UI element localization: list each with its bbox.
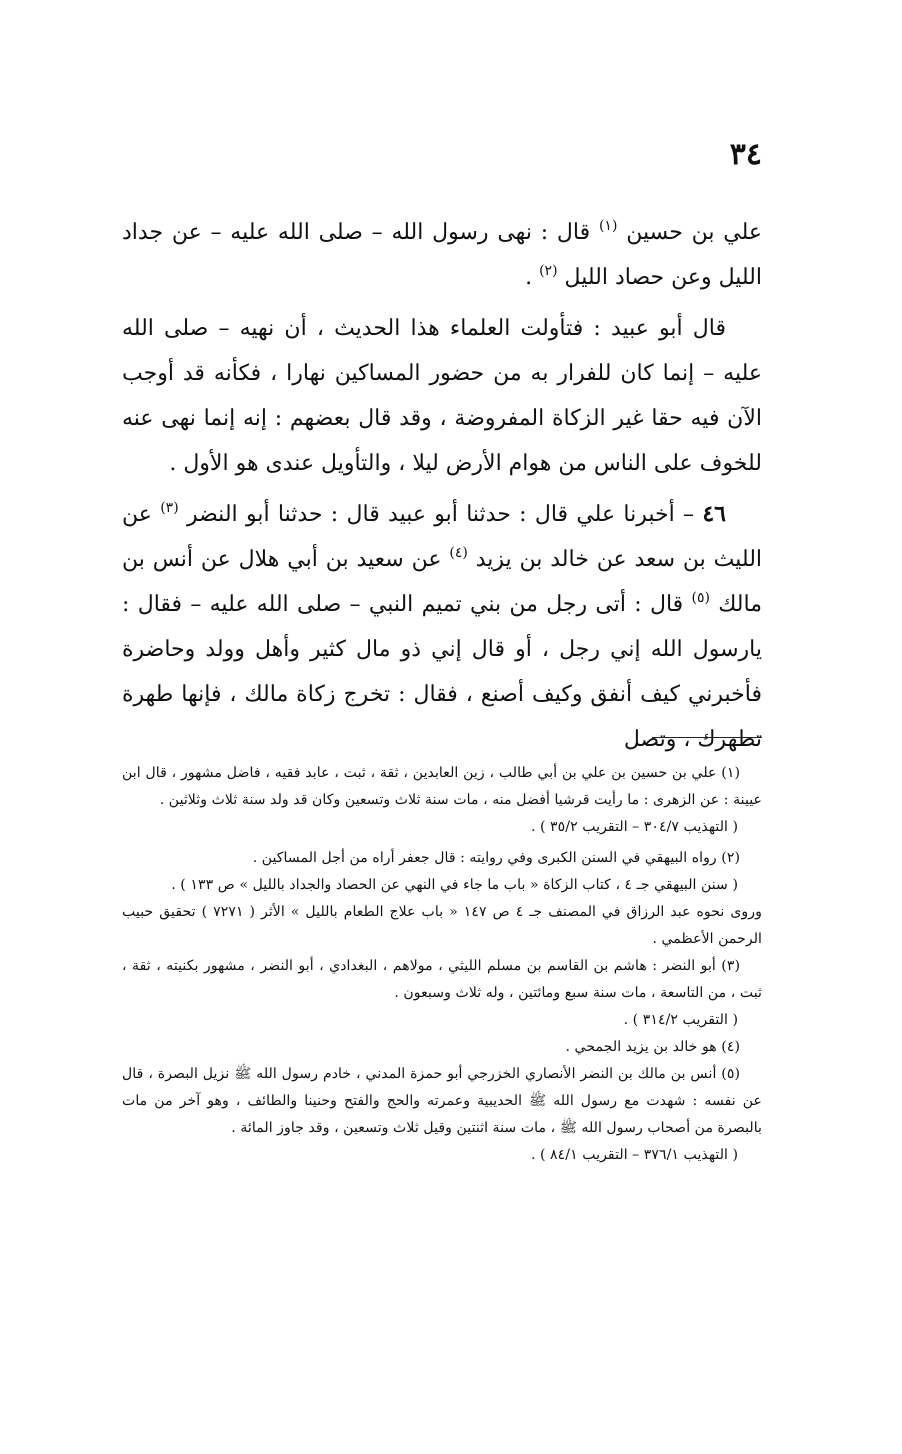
paragraph-hadith-text xyxy=(122,210,762,300)
footnote-5-source: ( التهذيب ٣٧٦/١ – التقريب ٨٤/١ ) . xyxy=(530,1147,738,1163)
footnote-1: (١) علي بن حسين بن علي بن أبي طالب ، زين العابدين ، ثقة ، ثبت ، عابد فقيه ، فاضل مشهور ، قال ابن عيينة : عن الزهرى : ما رأيت قرشيا أفضل منه ، مات سنة ثلاث وتسعين وكان قد ولد سنة ثلاث وثلاثين . xyxy=(122,765,762,808)
paragraph-hadith-46 xyxy=(122,492,762,762)
footnote-3-source: ( التقريب ٣١٤/٢ ) . xyxy=(623,1012,738,1028)
footnote-separator xyxy=(652,737,762,738)
footnote-ref[interactable]: (١) xyxy=(598,218,618,234)
main-text xyxy=(122,210,762,762)
hadith-number: ٤٦ xyxy=(702,501,726,527)
paragraph-text: عن الليث بن سعد عن خالد بن يزيد xyxy=(122,502,763,572)
footnote-ref[interactable]: (٥) xyxy=(691,590,710,606)
footnotes xyxy=(122,760,762,1169)
footnote-2-source: ( سنن البيهقي جـ ٤ ، كتاب الزكاة « باب ما جاء في النهي عن الحصاد والجداد بالليل » ص ١٣٣ ) . xyxy=(171,877,738,893)
paragraph-text: – أخبرنا علي قال : حدثنا أبو عبيد قال : حدثنا أبو النضر xyxy=(186,502,695,527)
paragraph-text: . xyxy=(525,265,533,290)
footnote-1-source: ( التهذيب ٣٠٤/٧ – التقريب ٣٥/٢ ) . xyxy=(530,819,738,835)
paragraph-commentary: قال أبو عبيد : فتأولت العلماء هذا الحديث ، أن نهيه – صلى الله عليه – إنما كان للفرار به من حضور المساكين نهارا ، فكأنه قد أوجب الآن فيه حقا غير الزكاة المفروضة ، وقد قال بعضهم : إنه إنما نهى عنه للخوف على الناس من هوام الأرض ليلا ، والتأويل عندى هو الأول . xyxy=(122,316,762,476)
paragraph-text: علي بن حسين xyxy=(626,220,763,245)
footnote-ref[interactable]: (٢) xyxy=(539,263,558,279)
footnote-ref[interactable]: (٤) xyxy=(449,545,468,561)
footnote-3: (٣) أبو النضر : هاشم بن القاسم بن مسلم الليثي ، مولاهم ، البغدادي ، أبو النضر ، مشهور بكنيته ، ثقة ، ثبت ، من التاسعة ، مات سنة سبع ومائتين ، وله ثلاث وسبعون . xyxy=(122,958,762,1001)
paragraph-text: قال : نهى رسول الله – صلى الله عليه – عن جداد الليل وعن حصاد الليل xyxy=(122,220,762,290)
paragraph-text: قال : أتى رجل من بني تميم النبي – صلى الله عليه – فقال : يارسول الله إني رجل ، أو قال إني ذو مال كثير وأهل وولد وحاضرة فأخبرني كيف أنفق وكيف أصنع ، فقال : تخرج زكاة مالك ، فإنها طهرة تطهرك ، وتصل xyxy=(122,592,762,752)
footnote-2-extra: وروى نحوه عبد الرزاق في المصنف جـ ٤ ص ١٤٧ « باب علاج الطعام بالليل » الأثر ( ٧٢٧١ ) تحقيق حبيب الرحمن الأعظمي . xyxy=(122,904,762,947)
footnote-5: (٥) أنس بن مالك بن النضر الأنصاري الخزرجي أبو حمزة المدني ، خادم رسول الله ﷺ نزيل البصرة ، قال عن نفسه : شهدت مع رسول الله ﷺ الحديبية وعمرته والحج والفتح وحنينا والطائف ، وهو آخر من مات بالبصرة من أصحاب رسول الله ﷺ ، مات سنة اثنتين وقيل ثلاث وتسعين ، وقد جاوز المائة . xyxy=(122,1066,762,1136)
page-number: ٣٤ xyxy=(729,137,762,172)
footnote-2: (٢) رواه البيهقي في السنن الكبرى وفي روايته : قال جعفر أراه من أجل المساكين . xyxy=(252,850,740,866)
footnote-4: (٤) هو خالد بن يزيد الجمحي . xyxy=(565,1039,740,1055)
footnote-ref[interactable]: (٣) xyxy=(160,500,179,516)
paragraph-text: عن سعيد بن أبي هلال عن أنس بن مالك xyxy=(122,547,762,617)
